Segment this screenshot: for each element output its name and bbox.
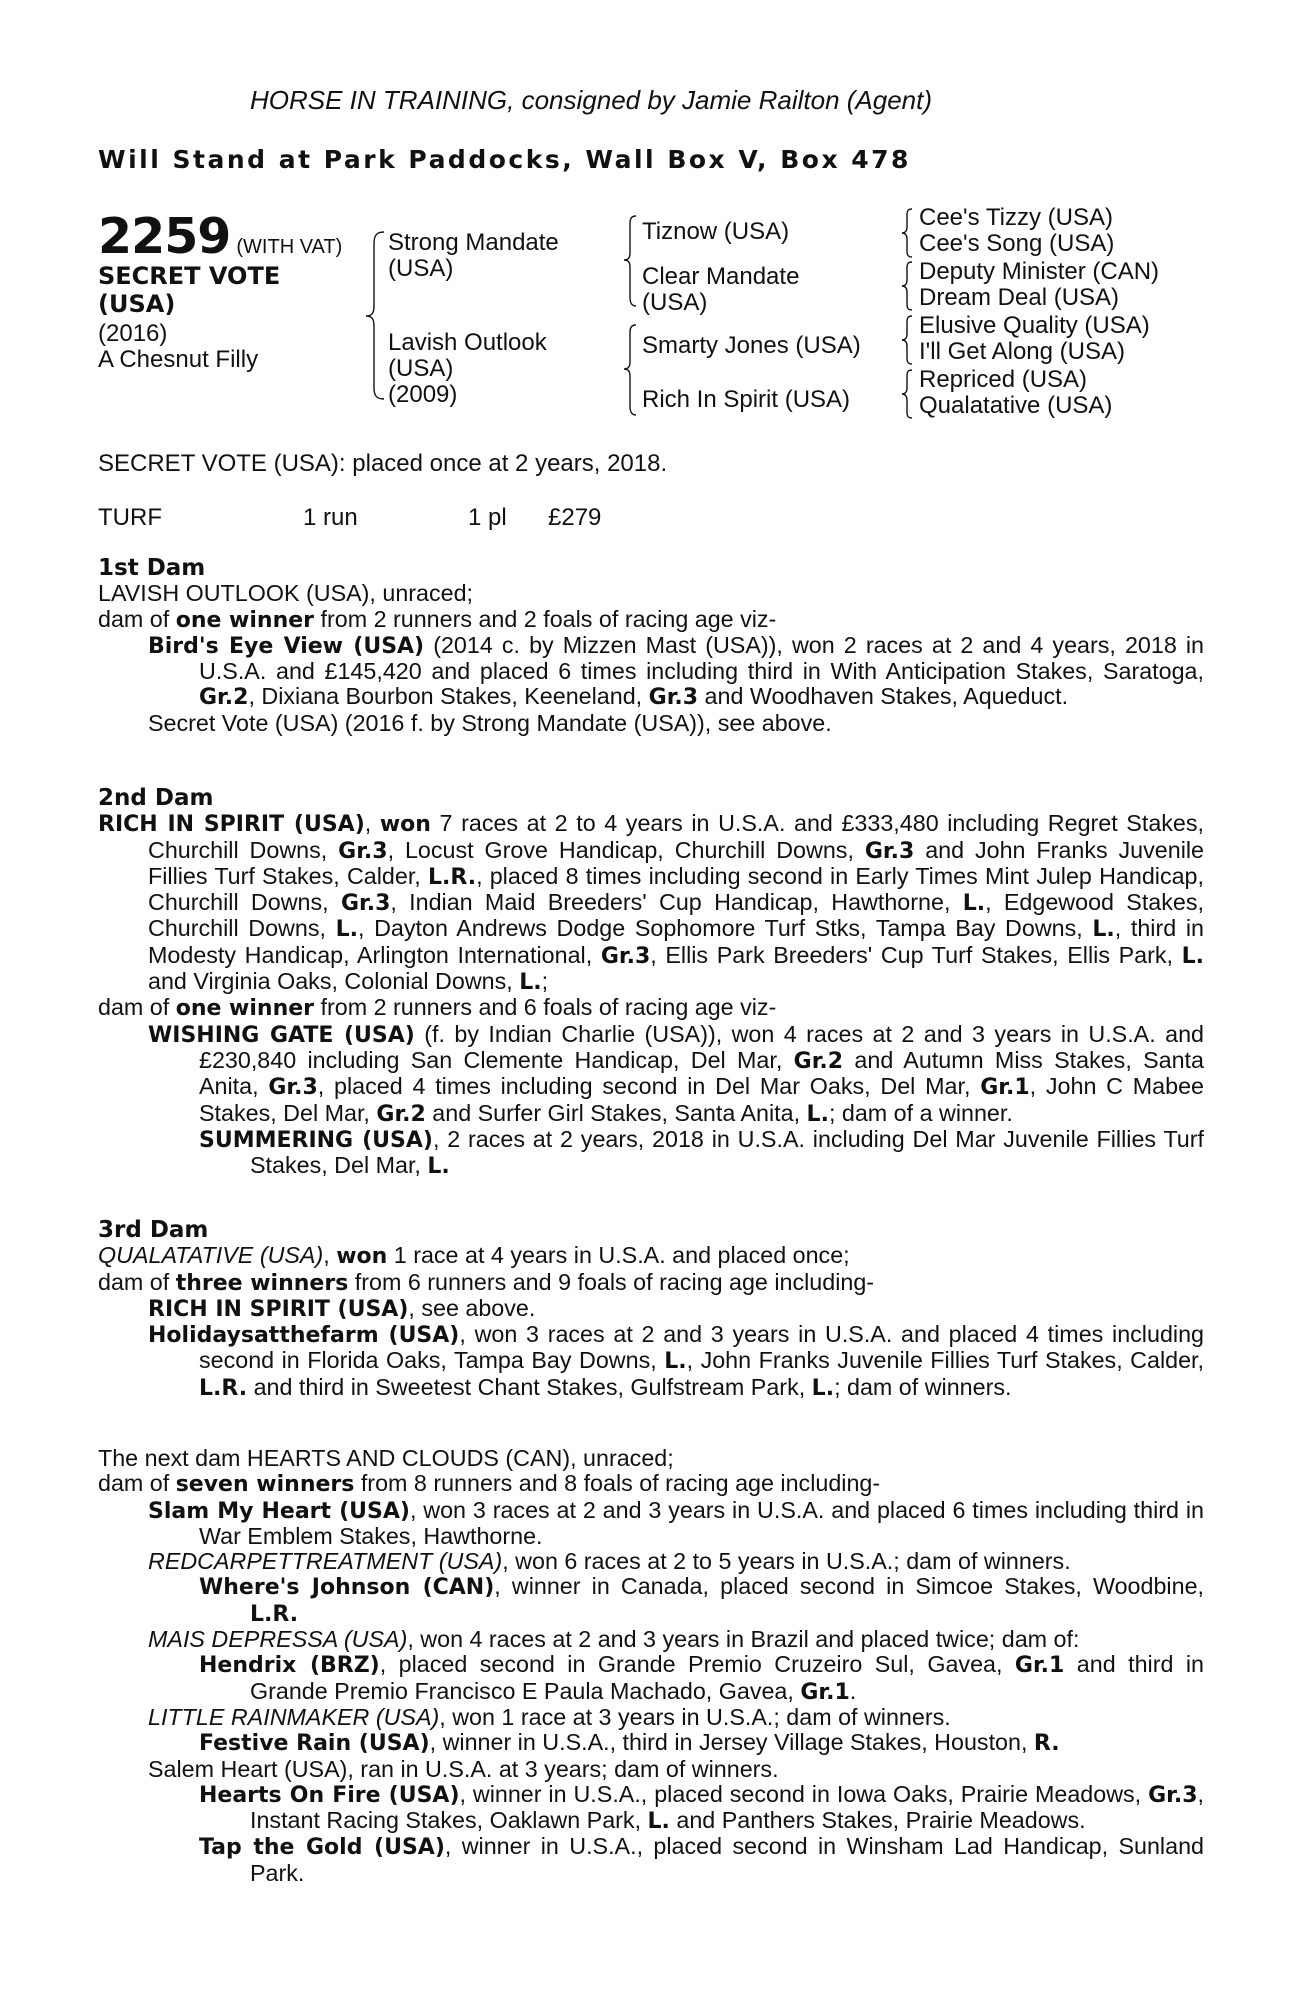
pedigree-dam-dam: Rich In Spirit (USA) <box>642 386 851 413</box>
text-run: L. <box>1181 943 1204 969</box>
race-record <box>98 504 601 532</box>
text-run: , see above. <box>408 1294 536 1321</box>
pedigree-ssd: Cee's Song (USA) <box>919 230 1115 257</box>
text-run: , Edgewood Stakes, Churchill Downs, <box>148 889 1204 942</box>
text-run: , won 3 races at 2 and 3 years in U.S.A. and placed 6 times including third in War Emblem Stakes, Hawthorne. <box>199 1496 1204 1549</box>
text-run: and third in Grande Premio Francisco E Paula Machado, Gavea, <box>250 1651 1204 1704</box>
text-run: Gr.2 <box>376 1101 426 1127</box>
text-run: , <box>323 1242 337 1269</box>
text-run: L.R. <box>250 1601 299 1627</box>
sire-dam-name: Clear Mandate <box>642 263 800 290</box>
text-run: REDCARPETTREATMENT (USA) <box>148 1548 503 1575</box>
produce-entry <box>98 1549 1204 1574</box>
pedigree-dsd: I'll Get Along (USA) <box>919 338 1125 365</box>
text-run: (2014 c. by Mizzen Mast (USA)), won 2 races at 2 and 4 years, 2018 in U.S.A. and £145,420 and placed 6 times including third in With Anticipation Stakes, Saratoga, <box>199 631 1204 685</box>
dam-intro: The next dam HEARTS AND CLOUDS (CAN), unraced; <box>98 1445 674 1471</box>
pedigree-brace-main <box>360 228 390 403</box>
text-run: won <box>336 1244 388 1270</box>
text-run: L. <box>664 1349 687 1375</box>
text-run: , won 3 races at 2 and 3 years in U.S.A. and placed 4 times including second in Florida Oaks, Tampa Bay Downs, <box>199 1321 1204 1374</box>
text-run: L. <box>519 970 542 996</box>
sire-country: (USA) <box>388 255 454 282</box>
text-run: dam of <box>98 1470 176 1497</box>
text-run: ; <box>541 968 549 995</box>
pedigree-dam <box>388 330 547 408</box>
pedigree-brace-sire <box>620 213 640 309</box>
pedigree-dd-line <box>919 367 1112 419</box>
text-run: Where's Johnson (CAN) <box>199 1575 495 1601</box>
text-run: , Locust Grove Handicap, Churchill Downs, <box>387 836 865 863</box>
pedigree-brace-dam <box>620 322 640 418</box>
dam-name: Lavish Outlook <box>388 329 547 356</box>
text-run: , winner in U.S.A., placed second in Winsham Lad Handicap, Sunland Park. <box>250 1833 1204 1886</box>
text-run: 7 races at 2 to 4 years in U.S.A. and £333,480 including Regret Stakes, Churchill Downs, <box>148 810 1205 863</box>
text-run: Gr.1 <box>980 1075 1030 1101</box>
produce-entry <box>98 1730 1204 1756</box>
text-run: L.R. <box>199 1375 248 1401</box>
foaling-year: (2016) <box>98 320 168 347</box>
text-run: , Dixiana Bourbon Stakes, Keeneland, <box>248 683 649 710</box>
text-run: , Indian Maid Breeders' Cup Handicap, Hawthorne, <box>390 889 963 916</box>
text-run: and Surfer Girl Stakes, Santa Anita, <box>425 1099 807 1126</box>
text-run: Festive Rain (USA) <box>199 1731 430 1757</box>
text-run: from 2 runners and 6 foals of racing age viz- <box>314 994 777 1021</box>
pedigree-dss: Elusive Quality (USA) <box>919 312 1150 339</box>
record-earnings: £279 <box>548 504 602 531</box>
horse-country: (USA) <box>98 290 176 318</box>
pedigree-brace-dd <box>898 368 916 420</box>
produce-entry <box>98 1498 1204 1550</box>
text-run: L.R. <box>427 864 477 890</box>
text-run: WISHING GATE (USA) <box>148 1022 415 1048</box>
sire-name: Strong Mandate <box>388 229 559 256</box>
section-heading: 3rd Dam <box>98 1217 209 1243</box>
text-run: QUALATATIVE (USA) <box>98 1242 324 1269</box>
text-run: , John C Mabee Stakes, Del Mar, <box>199 1073 1205 1126</box>
text-run: and third in Sweetest Chant Stakes, Gulfstream Park, <box>247 1373 812 1400</box>
produce-entry <box>98 1627 1204 1652</box>
pedigree-sd-line <box>919 259 1159 311</box>
text-run: one winner <box>175 996 315 1022</box>
text-run: L. <box>427 1154 450 1180</box>
produce-entry <box>98 1782 1204 1835</box>
produce-entry <box>98 633 1204 711</box>
pedigree-sire <box>388 230 559 282</box>
horse-description: A Chesnut Filly <box>98 346 259 373</box>
text-run: from 8 runners and 8 foals of racing age including- <box>354 1470 881 1497</box>
page-title: HORSE IN TRAINING, consigned by Jamie Railton (Agent) <box>250 85 933 115</box>
text-run: L. <box>647 1809 670 1835</box>
text-run: , Instant Racing Stakes, Oaklawn Park, <box>250 1780 1204 1834</box>
text-run: Gr.3 <box>864 838 915 864</box>
text-run: L. <box>335 917 358 943</box>
text-run: from 6 runners and 9 foals of racing age including- <box>348 1268 875 1295</box>
text-run: dam of <box>98 994 176 1021</box>
produce-entry <box>98 1574 1204 1627</box>
text-run: Gr.2 <box>199 685 249 711</box>
text-run: , Ellis Park Breeders' Cup Turf Stakes, Ellis Park, <box>650 941 1182 968</box>
text-run: and Woodhaven Stakes, Aqueduct. <box>698 683 1069 710</box>
produce-entry <box>98 1322 1204 1401</box>
text-run: , third in Modesty Handicap, Arlington International, <box>148 915 1204 968</box>
horse-name <box>98 262 338 318</box>
text-run: Bird's Eye View (USA) <box>148 633 425 659</box>
produce-entry <box>98 1022 1204 1127</box>
record-surface: TURF <box>98 504 162 531</box>
text-run: and Panthers Stakes, Prairie Meadows. <box>669 1807 1086 1834</box>
text-run: , placed second in Grande Premio Cruzeiro Sul, Gavea, <box>379 1651 1015 1678</box>
text-run: Gr.1 <box>1014 1653 1065 1679</box>
text-run: Hendrix (BRZ) <box>199 1653 380 1679</box>
dam-intro: LAVISH OUTLOOK (USA), unraced; <box>98 580 474 607</box>
pedigree-sss: Cee's Tizzy (USA) <box>919 204 1113 231</box>
dam-produce-summary <box>98 1270 1204 1296</box>
text-run: dam of <box>98 1268 176 1295</box>
produce-entry <box>98 1127 1204 1180</box>
stand-location: Will Stand at Park Paddocks, Wall Box V, Box 478 <box>98 145 911 174</box>
text-run: dam of <box>98 605 176 632</box>
pedigree-sds: Deputy Minister (CAN) <box>919 258 1160 285</box>
pedigree-ss-line <box>919 205 1114 257</box>
text-run: RICH IN SPIRIT (USA) <box>98 812 365 838</box>
text-run: , winner in U.S.A., placed second in Iowa Oaks, Prairie Meadows, <box>459 1780 1149 1807</box>
text-run: , placed 8 times including second in Early Times Mint Julep Handicap, Churchill Downs, <box>148 862 1204 916</box>
text-run: Gr.2 <box>793 1048 844 1074</box>
text-run: one winner <box>175 607 315 633</box>
record-runs: 1 run <box>303 504 358 531</box>
pedigree-sire-dam <box>642 264 799 316</box>
produce-entry: Secret Vote (USA) (2016 f. by Strong Mandate (USA)), see above. <box>148 709 832 736</box>
text-run: , won 6 races at 2 to 5 years in U.S.A.; dam of winners. <box>502 1548 1071 1575</box>
text-run: Gr.3 <box>268 1075 318 1101</box>
text-run: and John Franks Juvenile Fillies Turf Stakes, Calder, <box>148 836 1204 889</box>
text-run: , winner in Canada, placed second in Simcoe Stakes, Woodbine, <box>494 1573 1204 1600</box>
text-run: , John Franks Juvenile Fillies Turf Stakes, Calder, <box>686 1347 1204 1374</box>
race-summary: SECRET VOTE (USA): placed once at 2 years, 2018. <box>98 450 668 477</box>
first-dam-section <box>98 556 1204 736</box>
text-run: Gr.1 <box>800 1679 850 1705</box>
pedigree-dam-sire: Smarty Jones (USA) <box>642 332 861 359</box>
text-run: SUMMERING (USA) <box>199 1127 433 1153</box>
text-run: Gr.3 <box>340 891 391 917</box>
text-run: 1 race at 4 years in U.S.A. and placed once; <box>387 1242 850 1269</box>
horse-name-line: SECRET VOTE <box>98 262 281 290</box>
pedigree-dds: Repriced (USA) <box>919 366 1088 393</box>
third-dam-section <box>98 1218 1204 1401</box>
pedigree-sire-sire: Tiznow (USA) <box>642 218 790 245</box>
text-run: Gr.3 <box>338 838 388 864</box>
pedigree-brace-ds <box>898 314 916 366</box>
pedigree-brace-ss <box>898 207 916 259</box>
text-run: L. <box>811 1375 835 1401</box>
text-run: ; dam of a winner. <box>828 1099 1013 1126</box>
text-run: and Autumn Miss Stakes, Santa Anita, <box>199 1046 1204 1100</box>
text-run: Hearts On Fire (USA) <box>199 1782 460 1808</box>
dam-year: (2009) <box>388 381 458 408</box>
text-run: , Dayton Andrews Dodge Sophomore Turf Stks, Tampa Bay Downs, <box>357 915 1093 942</box>
pedigree-ds-line <box>919 313 1150 365</box>
text-run: LITTLE RAINMAKER (USA) <box>148 1703 440 1730</box>
text-run: MAIS DEPRESSA (USA) <box>148 1626 408 1653</box>
pedigree-ddd: Qualatative (USA) <box>919 392 1113 419</box>
text-run: and Virginia Oaks, Colonial Downs, <box>148 968 520 995</box>
text-run: Gr.3 <box>600 943 651 969</box>
text-run: from 2 runners and 2 foals of racing age viz- <box>314 605 777 632</box>
text-run: Tap the Gold (USA) <box>199 1835 445 1861</box>
dam-record <box>98 1243 1204 1269</box>
text-run: L. <box>1092 917 1115 943</box>
text-run: , winner in U.S.A., third in Jersey Village Stakes, Houston, <box>429 1729 1034 1756</box>
text-run: RICH IN SPIRIT (USA) <box>148 1296 409 1322</box>
dam-produce-summary <box>98 1471 1204 1497</box>
produce-entry <box>98 1296 1204 1322</box>
sire-dam-country: (USA) <box>642 289 708 316</box>
vat-note: (WITH VAT) <box>236 236 343 258</box>
text-run: ; dam of winners. <box>834 1373 1012 1400</box>
text-run: R. <box>1033 1731 1060 1757</box>
text-run: Holidaysatthefarm (USA) <box>148 1323 460 1349</box>
text-run: three winners <box>175 1270 349 1296</box>
produce-entry: Salem Heart (USA), ran in U.S.A. at 3 years; dam of winners. <box>148 1755 779 1782</box>
text-run: , 2 races at 2 years, 2018 in U.S.A. including Del Mar Juvenile Fillies Turf Stakes, Del Mar, <box>250 1125 1204 1179</box>
produce-entry <box>98 1834 1204 1886</box>
text-run: Gr.3 <box>648 685 699 711</box>
text-run: , <box>364 810 380 837</box>
next-dam-section <box>98 1446 1204 1886</box>
text-run: , placed 4 times including second in Del Mar Oaks, Del Mar, <box>317 1073 981 1100</box>
text-run: Gr.3 <box>1148 1782 1198 1808</box>
record-placed: 1 pl <box>468 504 507 531</box>
text-run: , won 1 race at 3 years in U.S.A.; dam of winners. <box>439 1703 951 1730</box>
pedigree-brace-sd <box>898 260 916 312</box>
text-run: Slam My Heart (USA) <box>148 1498 410 1524</box>
dam-produce-summary <box>98 607 1204 633</box>
pedigree-sdd: Dream Deal (USA) <box>919 284 1120 311</box>
text-run: (f. by Indian Charlie (USA)), won 4 races at 2 and 3 years in U.S.A. and £230,840 including San Clemente Handicap, Del Mar, <box>199 1020 1204 1073</box>
dam-produce-summary <box>98 995 1204 1021</box>
second-dam-section <box>98 786 1204 1179</box>
text-run: seven winners <box>175 1472 355 1498</box>
produce-entry <box>98 1705 1204 1730</box>
dam-record <box>98 811 1204 995</box>
text-run: . <box>849 1677 857 1704</box>
text-run: L. <box>962 891 986 917</box>
dam-country: (USA) <box>388 355 454 382</box>
section-heading: 1st Dam <box>98 555 206 581</box>
text-run: , won 4 races at 2 and 3 years in Brazil and placed twice; dam of: <box>407 1626 1080 1653</box>
text-run: L. <box>806 1101 829 1127</box>
lot-number: 2259 <box>98 208 231 265</box>
produce-entry <box>98 1652 1204 1705</box>
lot-header <box>98 208 342 265</box>
text-run: won <box>379 812 431 838</box>
section-heading: 2nd Dam <box>98 785 214 811</box>
